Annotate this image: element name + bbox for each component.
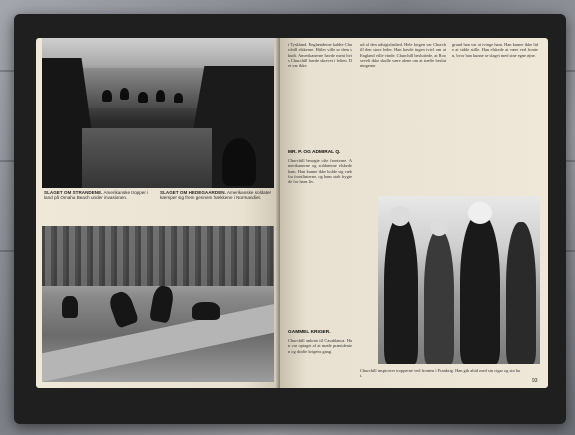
text-column-1-mid: Churchill besøgte ofte fronterne. Amerikanerne og soldaterne elskede ham. Han kunne ikke holde sig væk fra frontlinierne, og hans stab frygtede for hans liv. [288,158,352,185]
caption-hedgerow [160,190,272,201]
left-page [36,38,280,388]
text-column-1-top: i Tyskland. Englænderne kaldte Churchill elskerne. Hitler ville se dem skudt. Amerikanerne havde ment hvis Churchill havde skrevet i felten. Det var ikke. [288,42,352,69]
section-heading: MR. P. OG ADMIRAL Q. [288,150,341,155]
caption-hedgerow-heading: SLAGET OM HEDEGAARDEN. [160,190,226,195]
caption-beach-text: Amerikanske tropper i land på Omaha Beach under invasionen. [44,190,149,201]
landing-craft-photo [42,38,274,188]
caption-beach-heading: SLAGET OM STRANDENE. [44,190,103,195]
churchill-photo [378,196,540,364]
battlefield-photo [42,226,274,382]
text-column-1-bottom: Churchill ankom til Casablanca. Han var optaget af at møde præsidenten og drøfte krigens gang. [288,338,352,354]
caption-hedgerow-text: Amerikanske soldater kæmper sig frem gennem hækkene i Normandiet. [160,190,272,201]
bottom-heading: GAMMEL KRIGER. [288,330,331,335]
text-column-2: ud af den udsigtsløshed. Hele krigen var Churchill den store leder. Han havde ingen tvivl om at England ville vinde. Churchill besluttede, at Roosevelt ikke skulle være alene om at træffe beslutningerne. [360,42,446,69]
caption-beach [44,190,156,201]
text-column-3: grund han var at tvinge ham. Han kunne ikke lide at sidde stille. Han elskede at være ved fronten, hvor han kunne se slaget med sine egne øjne. [452,42,538,58]
bottom-text: Churchill inspicerer tropperne ved fronten i Frankrig. Han gik altid med sin cigar og sin hat. [360,368,520,379]
page-number: 93 [532,378,538,384]
right-page [280,38,548,388]
